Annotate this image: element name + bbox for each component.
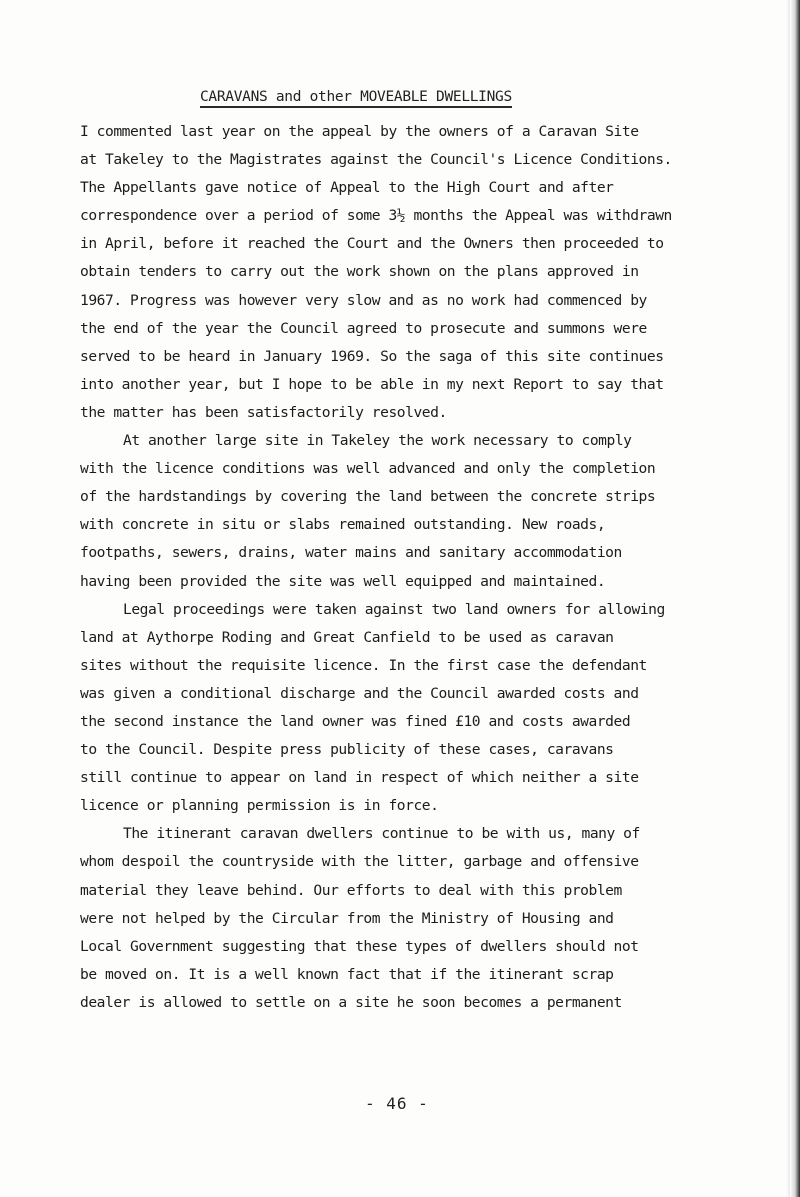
scan-binding-edge	[790, 0, 800, 1197]
text-line: served to be heard in January 1969. So the saga of this site continues	[80, 347, 664, 365]
text-line: material they leave behind. Our efforts to deal with this problem	[80, 881, 622, 899]
text-line: correspondence over a period of some 3½ months the Appeal was withdrawn	[80, 207, 672, 225]
text-line: was given a conditional discharge and the Council awarded costs and	[80, 684, 639, 702]
paragraph-start-line: At another large site in Takeley the work necessary to comply	[123, 432, 632, 450]
text-line: into another year, but I hope to be able in my next Report to say that	[80, 375, 664, 393]
text-line: the end of the year the Council agreed to prosecute and summons were	[80, 319, 647, 337]
text-line: in April, before it reached the Court and the Owners then proceeded to	[80, 235, 664, 253]
text-line: licence or planning permission is in force.	[80, 797, 439, 815]
text-line: Local Government suggesting that these types of dwellers should not	[80, 937, 639, 955]
text-line: The Appellants gave notice of Appeal to the High Court and after	[80, 179, 614, 197]
page-number: - 46 -	[365, 1094, 429, 1113]
text-line: 1967. Progress was however very slow and as no work had commenced by	[80, 291, 647, 309]
text-line: the second instance the land owner was fined £10 and costs awarded	[80, 712, 631, 730]
text-line: be moved on. It is a well known fact that if the itinerant scrap	[80, 965, 614, 983]
text-line: were not helped by the Circular from the Ministry of Housing and	[80, 909, 614, 927]
text-line: having been provided the site was well equipped and maintained.	[80, 572, 606, 590]
paragraph-start-line: Legal proceedings were taken against two land owners for allowing	[123, 600, 665, 618]
text-line: sites without the requisite licence. In the first case the defendant	[80, 656, 647, 674]
text-line: footpaths, sewers, drains, water mains and sanitary accommodation	[80, 544, 622, 562]
text-line: still continue to appear on land in respect of which neither a site	[80, 769, 639, 787]
text-line: whom despoil the countryside with the litter, garbage and offensive	[80, 853, 639, 871]
text-line: with the licence conditions was well advanced and only the completion	[80, 460, 656, 478]
text-line: land at Aythorpe Roding and Great Canfield to be used as caravan	[80, 628, 614, 646]
text-line: to the Council. Despite press publicity of these cases, caravans	[80, 741, 614, 759]
text-line: the matter has been satisfactorily resolved.	[80, 403, 447, 421]
section-heading: CARAVANS and other MOVEABLE DWELLINGS	[200, 89, 512, 108]
body-text	[80, 118, 770, 1017]
paragraph-start-line: The itinerant caravan dwellers continue to be with us, many of	[123, 825, 640, 843]
text-line: obtain tenders to carry out the work shown on the plans approved in	[80, 263, 639, 281]
text-line: of the hardstandings by covering the land between the concrete strips	[80, 488, 656, 506]
text-line: dealer is allowed to settle on a site he soon becomes a permanent	[80, 993, 622, 1011]
text-line: with concrete in situ or slabs remained outstanding. New roads,	[80, 516, 606, 534]
text-line: I commented last year on the appeal by the owners of a Caravan Site	[80, 123, 639, 140]
text-line: at Takeley to the Magistrates against the Council's Licence Conditions.	[80, 151, 672, 169]
